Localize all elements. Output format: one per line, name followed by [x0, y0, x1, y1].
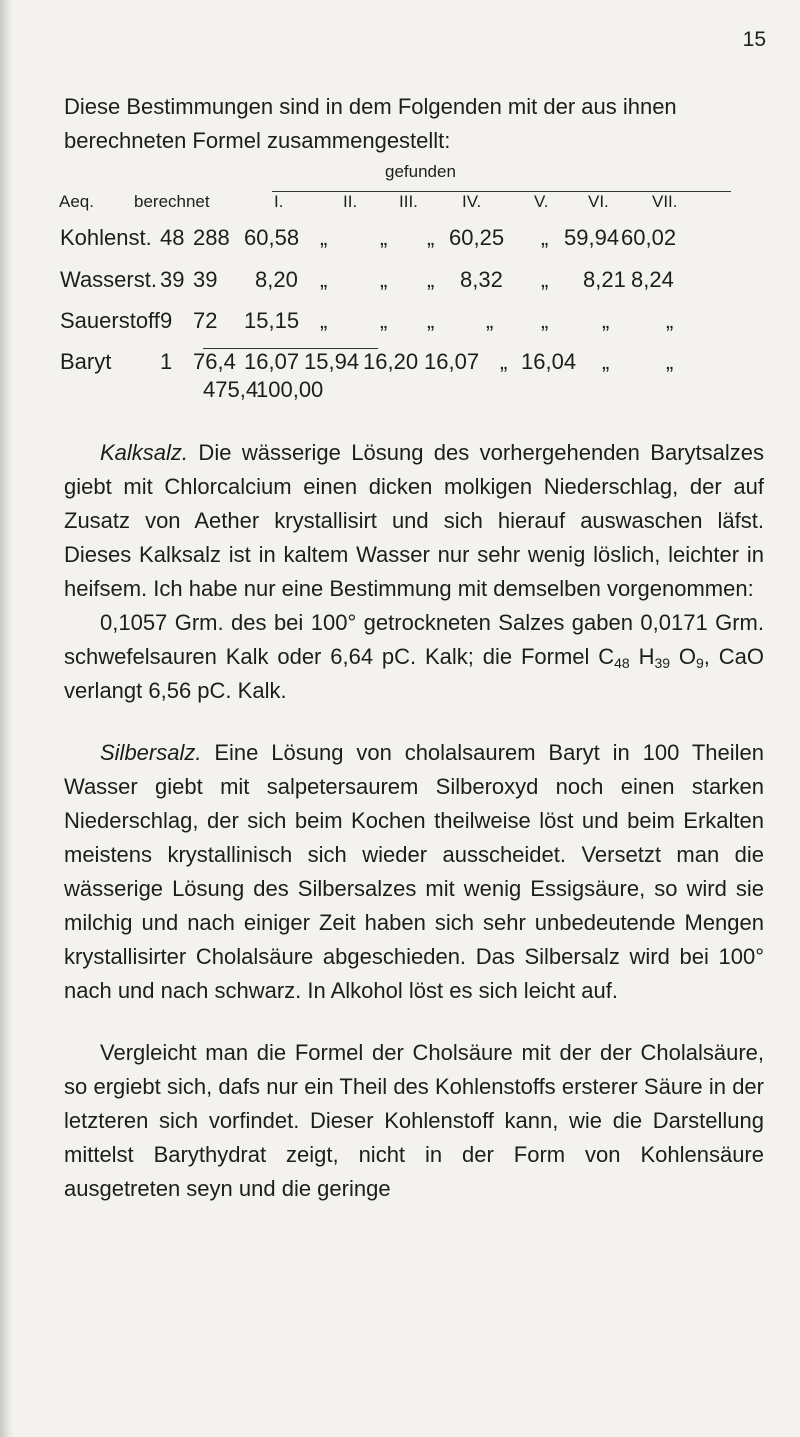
row-iii: „ — [427, 267, 435, 292]
row-iii: „ — [427, 225, 435, 250]
header-iv: IV. — [462, 192, 482, 211]
found-bracket — [272, 191, 731, 202]
row-ii: „ — [380, 267, 388, 292]
formula-o-sub: 9 — [696, 655, 704, 671]
row-i: „ — [320, 308, 328, 333]
row-vii: „ — [666, 349, 674, 374]
row-vii: „ — [666, 308, 674, 333]
page-number: 15 — [742, 28, 766, 51]
row-vi: „ — [602, 308, 610, 333]
kalksalz-text: Die wässerige Lösung des vorhergehenden Barytsalzes giebt mit Chlorcalcium einen dicken molkigen Niederschlag, der auf Zusatz von Aether krystallisirt und sich hierauf auswaschen läfst. Dieses Kalksalz ist in kaltem Wasser nur sehr wenig löslich, leichter in heifsem. Ich habe nur eine Bestimmung mit demselben vorgenommen: — [64, 440, 764, 601]
row-iii: 16,07 — [424, 349, 480, 374]
row-name: Kohlenst. — [60, 225, 152, 250]
header-ii: II. — [343, 192, 358, 211]
row-iv: „ — [486, 308, 494, 333]
row-calc-b: 8,20 — [255, 267, 298, 292]
found-label: gefunden — [385, 162, 456, 181]
total-b: 100,00 — [256, 377, 324, 402]
silbersalz-paragraph — [64, 736, 764, 1008]
formula-o: O — [670, 644, 696, 669]
row-v: „ — [541, 308, 549, 333]
row-i: 15,94 — [304, 349, 360, 374]
row-iv: „ — [500, 349, 508, 374]
row-aeq: 39 — [160, 267, 185, 292]
row-name: Wasserst. — [60, 267, 157, 292]
formula-c-sub: 48 — [614, 655, 630, 671]
row-calc-a: 76,4 — [193, 349, 236, 374]
row-v: „ — [541, 267, 549, 292]
row-name: Sauerstoff — [60, 308, 160, 333]
kalksalz-paragraph — [64, 436, 764, 606]
kalksalz-title: Kalksalz. — [100, 440, 189, 465]
row-name: Baryt — [60, 349, 112, 374]
vergleich-paragraph: Vergleicht man die Formel der Cholsäure mit der der Cholalsäure, so ergiebt sich, dafs nur ein Theil des Kohlenstoffs ersterer Säure in der letzteren sich vorfindet. Dieser Kohlenstoff kann, wie die Darstellung mittelst Barythydrat zeigt, nicht in der Form von Kohlensäure ausgetreten seyn und die geringe — [64, 1040, 764, 1201]
row-aeq: 48 — [160, 225, 185, 250]
formula-h-sub: 39 — [654, 655, 671, 671]
body-text — [64, 436, 764, 1206]
row-calc-a: 39 — [193, 267, 218, 292]
row-iv: 8,32 — [460, 267, 503, 292]
row-calc-b: 60,58 — [244, 225, 300, 250]
kalksalz-measure — [64, 606, 764, 708]
row-calc-b: 16,07 — [244, 349, 300, 374]
row-vii: 8,24 — [631, 267, 674, 292]
row-vii: 60,02 — [621, 225, 677, 250]
row-iii: „ — [427, 308, 435, 333]
sum-rule — [203, 348, 378, 349]
row-vi: „ — [602, 349, 610, 374]
header-vi: VI. — [588, 192, 609, 211]
row-ii: „ — [380, 225, 388, 250]
header-v: V. — [534, 192, 549, 211]
row-aeq: 1 — [160, 349, 173, 374]
header-vii: VII. — [652, 192, 678, 211]
page-edge — [0, 0, 14, 1437]
header-i: I. — [274, 192, 284, 211]
row-calc-b: 15,15 — [244, 308, 300, 333]
formula-h: H — [629, 644, 655, 669]
row-aeq: 9 — [160, 308, 173, 333]
silbersalz-title: Silbersalz. — [100, 740, 202, 765]
total-a: 475,4 — [203, 377, 259, 402]
row-i: „ — [320, 267, 328, 292]
intro-paragraph: Diese Bestimmungen sind in dem Folgenden mit der aus ihnen berechneten Formel zusammengestellt: — [64, 94, 677, 153]
row-calc-a: 288 — [193, 225, 230, 250]
row-v: „ — [541, 225, 549, 250]
row-vi: 8,21 — [583, 267, 626, 292]
composition-table — [59, 162, 800, 402]
header-aeq: Aeq. — [59, 192, 94, 211]
silbersalz-text: Eine Lösung von cholalsaurem Baryt in 100 Theilen Wasser giebt mit salpetersaurem Silberoxyd noch einen starken Niederschlag, der sich beim Kochen theilweise löst und beim Erkalten meistens krystallinisch sich wieder ausscheidet. Versetzt man die wässerige Lösung des Silbersalzes mit wenig Essigsäure, so wird sie milchig und nach einiger Zeit haben sich sehr unbedeutende Mengen krystallisirter Cholalsäure abgeschieden. Das Silbersalz wird bei 100° nach und nach schwarz. In Alkohol löst es sich leicht auf. — [64, 740, 764, 1003]
row-calc-a: 72 — [193, 308, 218, 333]
row-iv: 60,25 — [449, 225, 505, 250]
formula-rest: , CaO verlangt 6,56 pC. Kalk. — [64, 644, 764, 703]
row-ii: „ — [380, 308, 388, 333]
formula-c: C — [598, 644, 615, 669]
header-iii: III. — [399, 192, 418, 211]
kalksalz-measure-text: 0,1057 Grm. des bei 100° getrockneten Salzes gaben 0,0171 Grm. schwefelsauren Kalk oder 6,64 pC. Kalk; die Formel — [64, 610, 764, 669]
row-vi: 59,94 — [564, 225, 620, 250]
row-ii: 16,20 — [363, 349, 419, 374]
row-i: „ — [320, 225, 328, 250]
header-calc: berechnet — [134, 192, 210, 211]
row-v: 16,04 — [521, 349, 577, 374]
